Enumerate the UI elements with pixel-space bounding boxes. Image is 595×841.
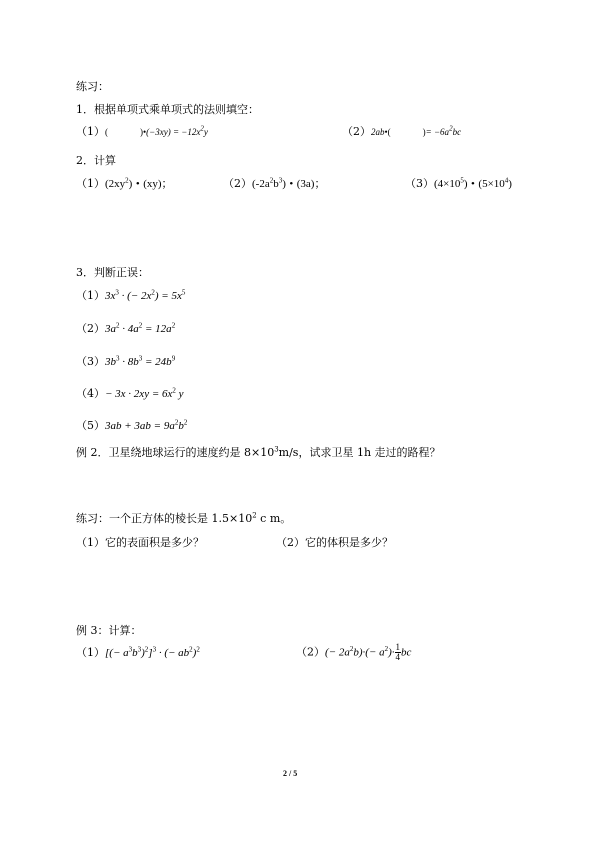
expression: = −6a [425, 127, 450, 137]
exponent: 4 [504, 176, 509, 185]
dot-operator: • [143, 127, 147, 137]
expression: = 24b [142, 356, 172, 368]
exponent: 2 [189, 645, 193, 654]
expression: ) [282, 178, 286, 190]
exponent: 3 [128, 645, 133, 654]
question-2-title: 2．计算 [76, 154, 116, 167]
expression: (4×10 [434, 178, 461, 190]
exponent: 2 [171, 321, 176, 330]
exponent: 3 [116, 354, 120, 363]
question-3-item-5 [76, 419, 187, 433]
exponent: 2 [183, 418, 188, 427]
expression: ) [508, 178, 512, 190]
dot-operator: • [471, 178, 475, 190]
item-label: （1） [76, 125, 105, 138]
expression: b [132, 647, 138, 659]
expression: 3b [105, 356, 116, 368]
exponent: 2 [349, 644, 354, 653]
practice-2 [76, 512, 291, 526]
exponent: 2 [151, 288, 155, 297]
question-2-item-2 [223, 177, 325, 191]
example-2 [76, 446, 441, 460]
blank-close: ) [140, 127, 143, 137]
expression-tail: y [203, 127, 208, 137]
item-label: （1） [76, 646, 105, 659]
exponent: 2 [200, 124, 204, 133]
expression: 3x [105, 290, 116, 302]
exponent: 2 [269, 176, 274, 185]
expression: ) = 5x [154, 290, 182, 302]
expression: (2xy [105, 178, 126, 190]
expression-lead: 2ab [371, 127, 385, 137]
question-3-item-4 [76, 387, 184, 401]
dot-operator: • [135, 178, 140, 190]
expression: ) [192, 647, 197, 659]
item-label: （2） [76, 322, 105, 335]
item-label: （3） [405, 177, 434, 190]
question-1-title: 1．根据单项式乘单项式的法则填空： [76, 103, 259, 116]
expression: b [273, 178, 279, 190]
exponent: 5 [181, 288, 186, 297]
fraction-denominator: 4 [395, 652, 401, 662]
exponent: 2 [172, 386, 176, 395]
item-label: （2） [296, 645, 325, 659]
exponent: 3 [137, 645, 142, 654]
question-3-title: 3．判断正误： [76, 266, 149, 279]
question-2-item-3 [405, 177, 512, 191]
page-number: 2 / 5 [283, 769, 298, 778]
expression: 3a [105, 323, 116, 335]
exponent: 2 [138, 321, 143, 330]
practice-2-item-1: （1）它的表面积是多少？ [76, 536, 204, 549]
example-2-text-tail: m/s，试求卫星 1h 走过的路程？ [278, 446, 441, 459]
example-3-item-1 [76, 646, 200, 660]
question-2-item-1 [76, 177, 173, 191]
practice-2-text: 练习：一个正方体的棱长是 1.5×10 [76, 512, 253, 525]
fraction-numerator: 1 [395, 642, 401, 652]
item-label: （5） [76, 419, 105, 432]
expression: · (− ab [156, 647, 190, 659]
expression: · (− 2x [118, 290, 152, 302]
exponent: 5 [460, 176, 464, 185]
expression: · 4a [119, 323, 139, 335]
exponent: 3 [152, 645, 157, 654]
expression: − 3x · 2xy = 6x [105, 388, 173, 400]
expression: (-2a [252, 178, 270, 190]
item-label: （2） [223, 177, 252, 190]
blank-close: ) [422, 127, 426, 137]
exponent: 3 [274, 445, 279, 454]
exponent: 3 [278, 176, 283, 185]
exponent: 2 [252, 511, 257, 520]
item-label: （2） [342, 125, 371, 138]
item-label: （3） [76, 355, 105, 368]
expression: y [175, 388, 184, 400]
expression: )· [388, 646, 395, 659]
item-label: （1） [76, 289, 105, 302]
blank-open: ( [387, 127, 391, 137]
exponent: 9 [171, 354, 176, 363]
exponent: 2 [144, 645, 149, 654]
example-2-text: 例 2．卫星绕地球运行的速度约是 8×10 [76, 446, 275, 459]
example-3-title: 例 3：计算： [76, 624, 142, 637]
exponent: 2 [449, 124, 453, 133]
expression: ) [463, 178, 468, 190]
expression: b [178, 420, 184, 432]
expression: ) [141, 647, 145, 659]
expression: ] [148, 647, 153, 659]
exponent: 2 [125, 176, 129, 185]
item-label: （4） [76, 387, 105, 400]
practice-2-item-2: （2）它的体积是多少？ [276, 536, 393, 549]
expression: bc [401, 646, 412, 659]
dot-operator: • [384, 127, 388, 137]
expression: (5×10 [478, 178, 505, 190]
exponent: 2 [174, 418, 179, 427]
question-3-item-2 [76, 322, 175, 336]
example-3-item-2 [296, 643, 411, 662]
expression: (−3xy) = −12x [146, 127, 201, 137]
practice-heading: 练习： [76, 80, 109, 93]
dot-operator: • [289, 178, 294, 190]
expression: [(− a [105, 647, 129, 659]
expression-tail: bc [452, 127, 462, 137]
expression: (3a)； [296, 178, 326, 190]
exponent: 3 [138, 354, 143, 363]
expression: (− 2a [325, 646, 350, 659]
blank-open: ( [105, 127, 108, 137]
question-1-item-2 [342, 125, 461, 139]
question-3-item-1 [76, 289, 185, 303]
expression: 3ab + 3ab = 9a [105, 420, 175, 432]
practice-2-text-tail: c m。 [256, 512, 292, 525]
question-3-item-3 [76, 355, 175, 369]
exponent: 3 [115, 288, 119, 297]
exponent: 2 [384, 644, 389, 653]
expression: ) [128, 178, 133, 190]
expression: b)·(− a [353, 646, 385, 659]
question-1-item-1 [76, 125, 208, 139]
expression: (xy)； [143, 178, 173, 190]
exponent: 2 [196, 645, 200, 654]
expression: = 12a [142, 323, 172, 335]
expression: · 8b [119, 356, 139, 368]
item-label: （1） [76, 177, 105, 190]
exponent: 2 [116, 321, 120, 330]
